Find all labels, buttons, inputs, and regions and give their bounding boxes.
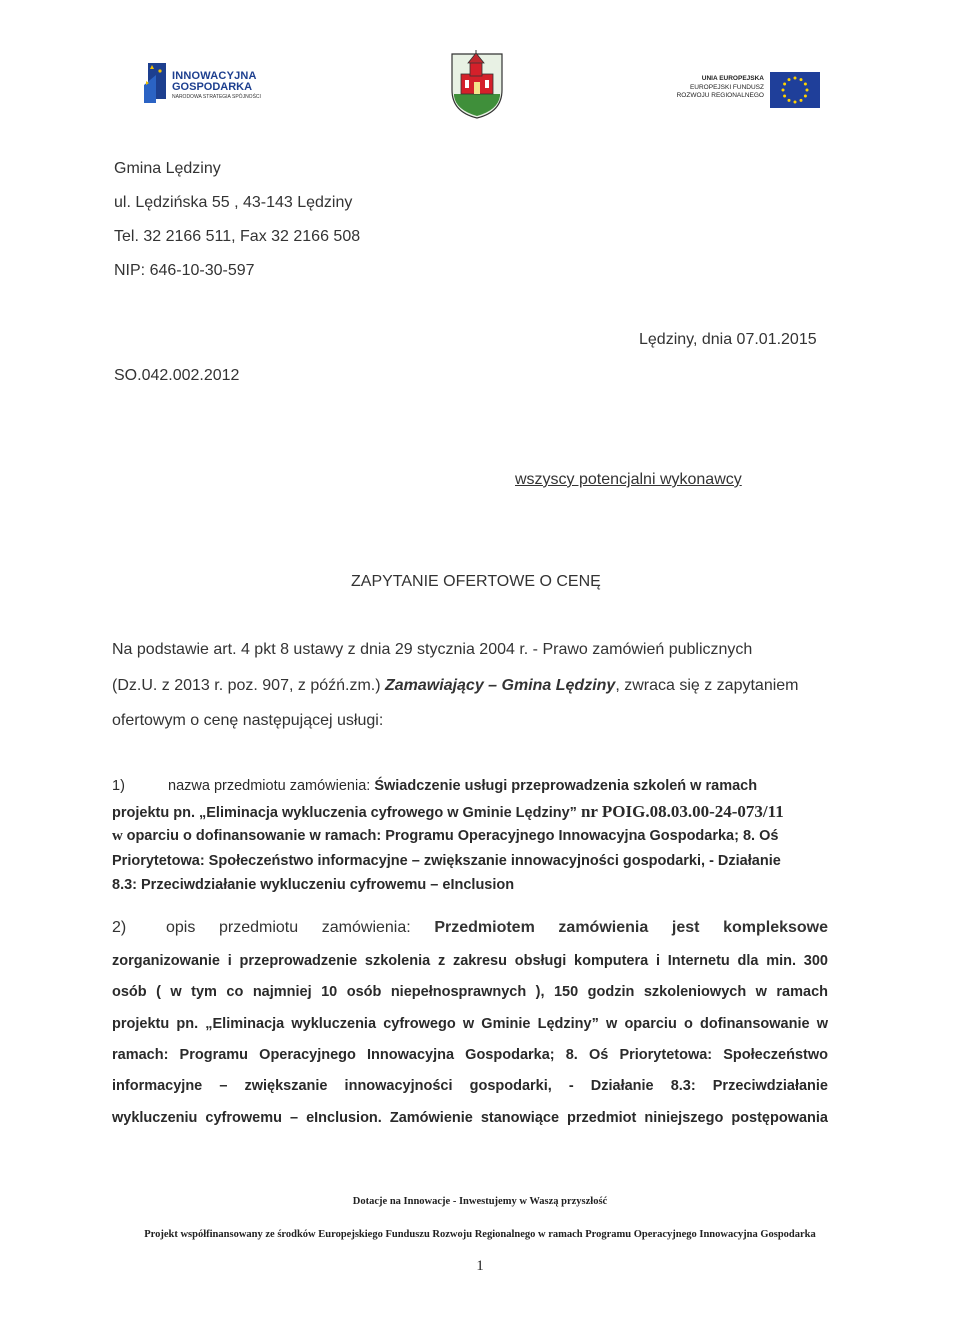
intro-line-2-a: (Dz.U. z 2013 r. poz. 907, z późń.zm.) xyxy=(112,677,385,694)
intro-line-2 xyxy=(112,677,828,695)
item2-line-3: osób ( w tym co najmniej 10 osób niepełnosprawnych ), 150 godzin szkoleniowych w ramach xyxy=(112,984,828,1000)
item1-line-3-a: w xyxy=(112,828,127,844)
item1-line-2-a: projektu pn. „Eliminacja wykluczenia cyfrowego w Gminie Lędziny” xyxy=(112,805,581,821)
item2-line-1-b: Przedmiotem zamówienia jest kompleksowe xyxy=(434,919,828,936)
item1-line-2 xyxy=(112,802,828,822)
item1-line-3 xyxy=(112,828,828,845)
item1-line-3-b: oparciu o dofinansowanie w ramach: Programu Operacyjnego Innowacyjna Gospodarka; 8. Oś xyxy=(126,828,779,844)
item2-line-1 xyxy=(112,919,828,937)
sender-nip: NIP: 646-10-30-597 xyxy=(114,262,255,279)
logo-left-line1: INNOWACYJNA xyxy=(172,70,257,82)
innowacyjna-gospodarka-mark-icon xyxy=(144,63,166,103)
eu-flag-icon xyxy=(770,72,820,108)
sender-street: ul. Lędzińska 55 , 43-143 Lędziny xyxy=(114,194,353,211)
item2-number: 2) xyxy=(112,919,127,936)
intro-line-2-ordering-party: Zamawiający – Gmina Lędziny xyxy=(385,677,616,694)
intro-line-3: ofertowym o cenę następującej usługi: xyxy=(112,712,384,729)
item1-line-5: 8.3: Przeciwdziałanie wykluczeniu cyfrowemu – eInclusion xyxy=(112,877,515,893)
logo-right-line1: UNIA EUROPEJSKA xyxy=(701,75,764,82)
footer-slogan: Dotacje na Innowacje - Inwestujemy w Waszą przyszłość xyxy=(352,1196,608,1207)
footer-cofinance-note: Projekt współfinansowany ze środków Europejskiego Funduszu Rozwoju Regionalnego w ramach Programu Operacyjnego Innowacyjna Gospodarka xyxy=(144,1229,816,1240)
item2-line-6: informacyjne – zwiększanie innowacyjności gospodarki, - Działanie 8.3: Przeciwdziałanie xyxy=(112,1078,828,1094)
logo-right-line2: EUROPEJSKI FUNDUSZ xyxy=(689,83,764,91)
place-date: Lędziny, dnia 07.01.2015 xyxy=(639,331,817,348)
item1-line-1 xyxy=(112,778,828,794)
document-title: ZAPYTANIE OFERTOWE O CENĘ xyxy=(351,573,601,590)
logo-left-line3: NARODOWA STRATEGIA SPÓJNOŚCI xyxy=(172,94,261,100)
item1-line-4: Priorytetowa: Społeczeństwo informacyjne – zwiększanie innowacyjności gospodarki, - Działanie xyxy=(112,853,781,869)
item2-line-4: projektu pn. „Eliminacja wykluczenia cyfrowego w Gminie Lędziny” w oparciu o dofinansowanie w xyxy=(112,1016,828,1032)
logo-right-line3: ROZWOJU REGIONALNEGO xyxy=(676,92,764,99)
item2-line-2: zorganizowanie i przeprowadzenie szkolenia z zakresu obsługi komputera i Internetu dla min. 300 xyxy=(112,953,828,969)
item2-line-7: wykluczeniu cyfrowemu – eInclusion. Zamówienie stanowiące przedmiot niniejszego postępowania xyxy=(112,1110,828,1126)
item1-number: 1) xyxy=(112,778,125,794)
item1-line-1-b: Świadczenie usługi przeprowadzenia szkoleń w ramach xyxy=(374,778,758,794)
item2-line-5: ramach: Programu Operacyjnego Innowacyjna Gospodarka; 8. Oś Priorytetowa: Społeczeństwo xyxy=(112,1047,828,1063)
ledziny-coat-of-arms-icon xyxy=(450,50,504,120)
sender-name: Gmina Lędziny xyxy=(114,160,221,177)
eu-erdf-logo xyxy=(650,72,820,112)
intro-line-2-c: , zwraca się z zapytaniem xyxy=(615,677,799,694)
reference-number: SO.042.002.2012 xyxy=(114,367,240,384)
sender-phone: Tel. 32 2166 511, Fax 32 2166 508 xyxy=(114,228,361,245)
item1-project-number: nr POIG.08.03.00-24-073/11 xyxy=(580,802,784,821)
recipient: wszyscy potencjalni wykonawcy xyxy=(515,471,742,488)
logo-left-line2: GOSPODARKA xyxy=(172,81,253,93)
item1-label: nazwa przedmiotu zamówienia: xyxy=(168,778,375,794)
page-number: 1 xyxy=(476,1258,484,1274)
intro-line-1: Na podstawie art. 4 pkt 8 ustawy z dnia 29 stycznia 2004 r. - Prawo zamówień publicznych xyxy=(112,641,753,658)
innowacyjna-gospodarka-logo xyxy=(144,63,324,107)
item2-label: opis przedmiotu zamówienia: xyxy=(166,919,435,936)
